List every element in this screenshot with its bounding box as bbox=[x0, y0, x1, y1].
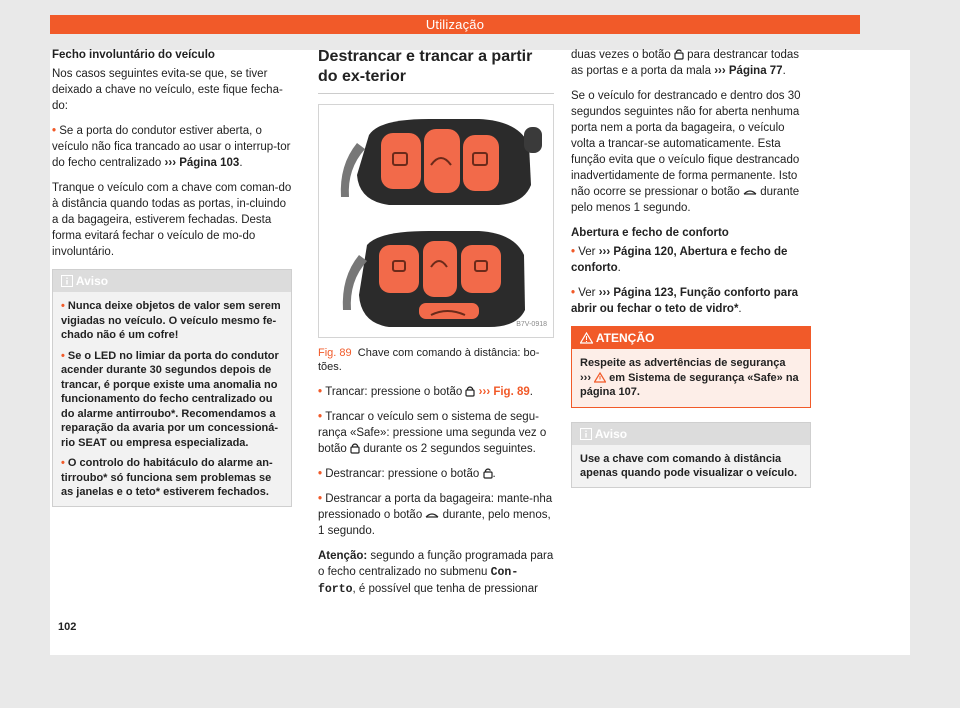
bullet-item: • Ver ››› Página 120, Abertura e fecho de conforto. bbox=[571, 244, 811, 276]
note-body: Use a chave com comando à distância apenas quando pode visualizar o veículo. bbox=[572, 445, 810, 487]
bullet-item: • Trancar o veículo sem o sistema de segu-rança «Safe»: pressione uma segunda vez o botão durante os 2 segundos seguintes. bbox=[318, 409, 554, 457]
column-2 bbox=[318, 47, 554, 607]
paragraph: Nos casos seguintes evita-se que, se tiver deixado a chave no veículo, este fique fecha-do: bbox=[52, 68, 283, 112]
section-title: Destrancar e trancar a partir do ex-terior bbox=[318, 47, 554, 94]
heading-comfort: Abertura e fecho de conforto bbox=[571, 227, 729, 239]
warning-triangle-icon bbox=[594, 372, 606, 383]
note-box bbox=[52, 269, 292, 507]
note-item: • O controlo do habitáculo do alarme an-tirroubo* só funciona sem problemas se as janelas e o teto* estiverem fechados. bbox=[61, 456, 283, 500]
info-icon bbox=[61, 275, 73, 287]
note-header: Aviso bbox=[53, 270, 291, 292]
lock-icon bbox=[350, 442, 360, 454]
attention-paragraph: Atenção: segundo a função programada para o fecho centralizado no submenu Con-forto, é possível que tenha de pressionar bbox=[318, 550, 554, 596]
trunk-icon bbox=[743, 187, 757, 197]
warning-triangle-icon bbox=[580, 332, 593, 344]
figure-reference-link[interactable]: ››› Fig. 89 bbox=[478, 386, 530, 398]
lock-icon bbox=[465, 385, 475, 397]
note-box bbox=[571, 422, 811, 488]
note-body bbox=[53, 292, 291, 506]
heading-involuntary-lock: Fecho involuntário do veículo bbox=[52, 49, 215, 61]
warning-box bbox=[571, 326, 811, 408]
note-item: • Se o LED no limiar da porta do condutor acender durante 30 segundos depois de trancar, é porque existe uma anomalia no funcionamento do fecho centralizado ou do alarme antirroubo*. Recomendamos a reparação da avaria por um concessioná-rio SEAT ou empresa especializada. bbox=[61, 349, 283, 451]
paragraph: Tranque o veículo com a chave com coman-do à distância quando todas as portas, in-cluindo a da bagageira, estiverem fechadas. Desta forma evitará fechar o veículo de mo-do involuntário. bbox=[52, 182, 292, 258]
figure-89 bbox=[318, 104, 554, 338]
note-item: • Nunca deixe objetos de valor sem serem vigiadas no veículo. O veículo mesmo fe-chado não é um cofre! bbox=[61, 299, 283, 343]
note-header: Aviso bbox=[572, 423, 810, 445]
remote-key-bottom bbox=[343, 231, 525, 327]
bullet-item: • Destrancar a porta da bagageira: mante-nha pressionado o botão durante, pelo menos, 1 segundo. bbox=[318, 491, 554, 539]
chapter-header: Utilização bbox=[50, 15, 860, 34]
unlock-icon bbox=[483, 467, 493, 479]
bullet-item: • Ver ››› Página 123, Função conforto para abrir ou fechar o teto de vidro*. bbox=[571, 285, 811, 317]
page-reference-link[interactable]: ››› Página 123, Função conforto para abrir ou fechar o teto de vidro* bbox=[571, 287, 799, 315]
warning-header: ATENÇÃO bbox=[572, 327, 810, 349]
column-1 bbox=[52, 47, 292, 507]
page-reference-link[interactable]: em Sistema de segurança «Safe» na página 107. bbox=[580, 371, 799, 398]
bullet-item: • Se a porta do condutor estiver aberta, o veículo não fica trancado ao usar o interrup-tor do fecho centralizado ››› Página 103. bbox=[52, 123, 292, 171]
warning-body: Respeite as advertências de segurança ››› em Sistema de segurança «Safe» na página 107. bbox=[572, 349, 810, 407]
page-reference-link[interactable]: ››› Página 77 bbox=[714, 65, 783, 77]
bullet-item: • Trancar: pressione o botão ››› Fig. 89. bbox=[318, 384, 554, 400]
trunk-icon bbox=[425, 510, 439, 520]
unlock-icon bbox=[674, 48, 684, 60]
column-3 bbox=[571, 47, 811, 488]
page-reference-link[interactable]: ››› Página 103 bbox=[164, 157, 240, 169]
paragraph: duas vezes o botão para destrancar todas as portas e a porta da mala ››› Página 77. bbox=[571, 49, 800, 77]
figure-code: B7V-0918 bbox=[516, 321, 547, 328]
page-reference-link[interactable]: ››› Página 120, Abertura e fecho de conforto bbox=[571, 246, 788, 274]
bullet-item: • Destrancar: pressione o botão . bbox=[318, 466, 554, 482]
page-number: 102 bbox=[58, 621, 77, 633]
figure-caption: Fig. 89 Chave com comando à distância: bo-tões. bbox=[318, 347, 540, 373]
paragraph: Se o veículo for destrancado e dentro dos 30 segundos seguintes não for aberta nenhuma porta nem a porta da bagageira, o veículo volta a trancar-se automaticamente. Esta função evita que o veículo fique destrancado inadvertidamente de forma permanente. Isto não ocorre se pressionar o botão durante pelo menos 1 segundo. bbox=[571, 90, 801, 214]
info-icon bbox=[580, 428, 592, 440]
remote-key-top bbox=[341, 119, 542, 205]
remote-key-illustration bbox=[319, 105, 553, 337]
